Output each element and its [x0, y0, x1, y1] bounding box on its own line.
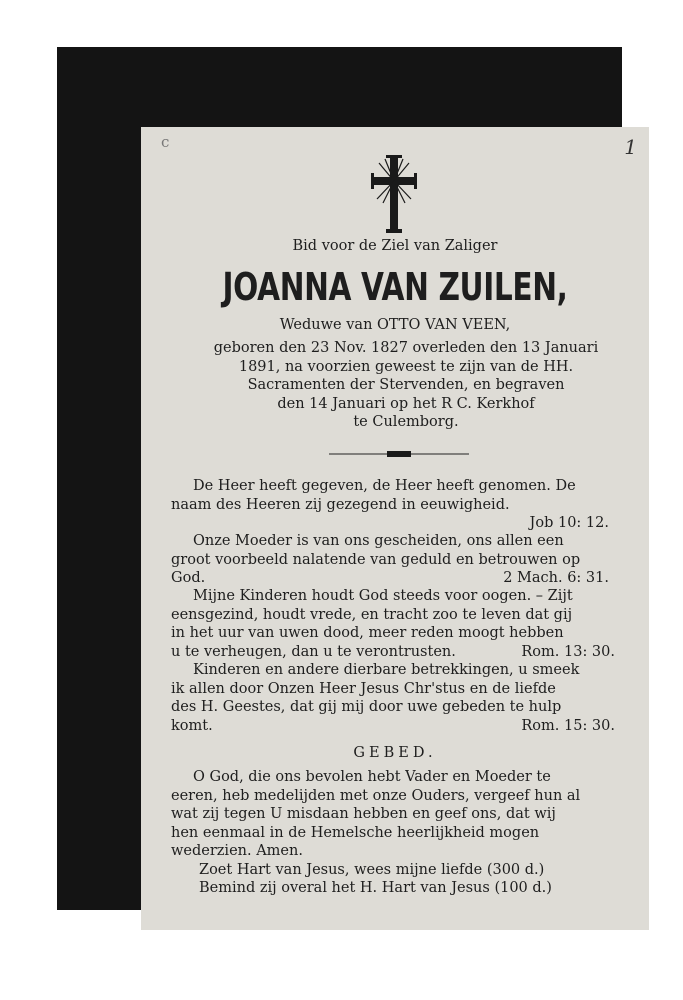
ejaculation-line: Zoet Hart van Jesus, wees mijne liefde (300 d.) [199, 861, 545, 878]
biography-line: 1891, na voorzien geweest te zijn van de HH. [238, 358, 574, 375]
quote-line: De Heer heeft gegeven, de Heer heeft genomen. De [193, 478, 576, 494]
biography-line: Sacramenten der Stervenden, en begraven [247, 377, 565, 393]
biography-line: den 14 Januari op het R C. Kerkhof [277, 395, 535, 412]
quote-line: in het uur van uwen dood, meer reden moogt hebben [171, 625, 564, 641]
deceased-name: JOANNA VAN ZUILEN, [222, 265, 568, 309]
quote-line [171, 569, 623, 588]
scripture-quote [171, 587, 623, 661]
quote-line: naam des Heeren zij gezegend in eeuwigheid. [171, 496, 510, 513]
quote-line-text: God. [171, 570, 206, 586]
corner-mark-left: c [161, 133, 170, 151]
quote-line: ik allen door Onzen Heer Jesus Chr'stus en de liefde [171, 680, 556, 697]
biography-line: geboren den 23 Nov. 1827 overleden den 13 Januari [213, 340, 599, 356]
prayer-title: GEBED. [353, 745, 437, 761]
widow-line: Weduwe van OTTO VAN VEEN, [279, 317, 511, 333]
corner-mark-right: 1 [624, 135, 637, 159]
quote-line: groot voorbeeld nalatende van geduld en betrouwen op [171, 551, 581, 568]
scripture-quote [171, 661, 623, 735]
scripture-reference: Rom. 13: 30. [521, 643, 615, 660]
quote-line: eensgezind, houdt vrede, en tracht zoo te leven dat gij [171, 606, 573, 623]
prayer-line: O God, die ons bevolen hebt Vader en Moeder te [193, 769, 551, 785]
prayer-line: wederzien. Amen. [171, 843, 303, 859]
memorial-card [141, 127, 649, 930]
scripture-quote [171, 477, 623, 533]
biography-line: te Culemborg. [353, 414, 459, 430]
prayer-line: wat zij tegen U misdaan hebben en geef ons, dat wij [171, 806, 556, 822]
ornamental-divider [329, 449, 469, 459]
biography-paragraph [141, 339, 649, 432]
prayer-line: eeren, heb medelijden met onze Ouders, vergeef hun al [171, 787, 581, 804]
quote-line-text: u te verheugen, dan u te verontrusten. [171, 643, 456, 660]
ejaculation-line: Bemind zij overal het H. Hart van Jesus (100 d.) [199, 880, 552, 896]
quote-line: des H. Geestes, dat gij mij door uwe gebeden te hulp [171, 699, 562, 715]
quote-line [171, 643, 623, 662]
scripture-reference: Rom. 15: 30. [521, 717, 615, 734]
cross-icon [369, 155, 419, 233]
prayer-text [171, 768, 623, 898]
quote-line-text: komt. [171, 717, 213, 734]
scripture-reference: Job 10: 12. [529, 515, 609, 531]
scripture-quote [171, 532, 623, 588]
quote-line: Kinderen en andere dierbare betrekkingen, u smeek [193, 662, 580, 678]
quote-line [171, 717, 623, 736]
prayer-line: hen eenmaal in de Hemelsche heerlijkheid mogen [171, 824, 540, 841]
prayer-heading: Bid voor de Ziel van Zaliger [292, 238, 498, 254]
scripture-reference: 2 Mach. 6: 31. [503, 570, 609, 586]
quote-line: Onze Moeder is van ons gescheiden, ons allen een [193, 533, 564, 549]
mourning-card-border [57, 47, 637, 910]
quote-line: Mijne Kinderen houdt God steeds voor oogen. – Zijt [193, 588, 573, 604]
